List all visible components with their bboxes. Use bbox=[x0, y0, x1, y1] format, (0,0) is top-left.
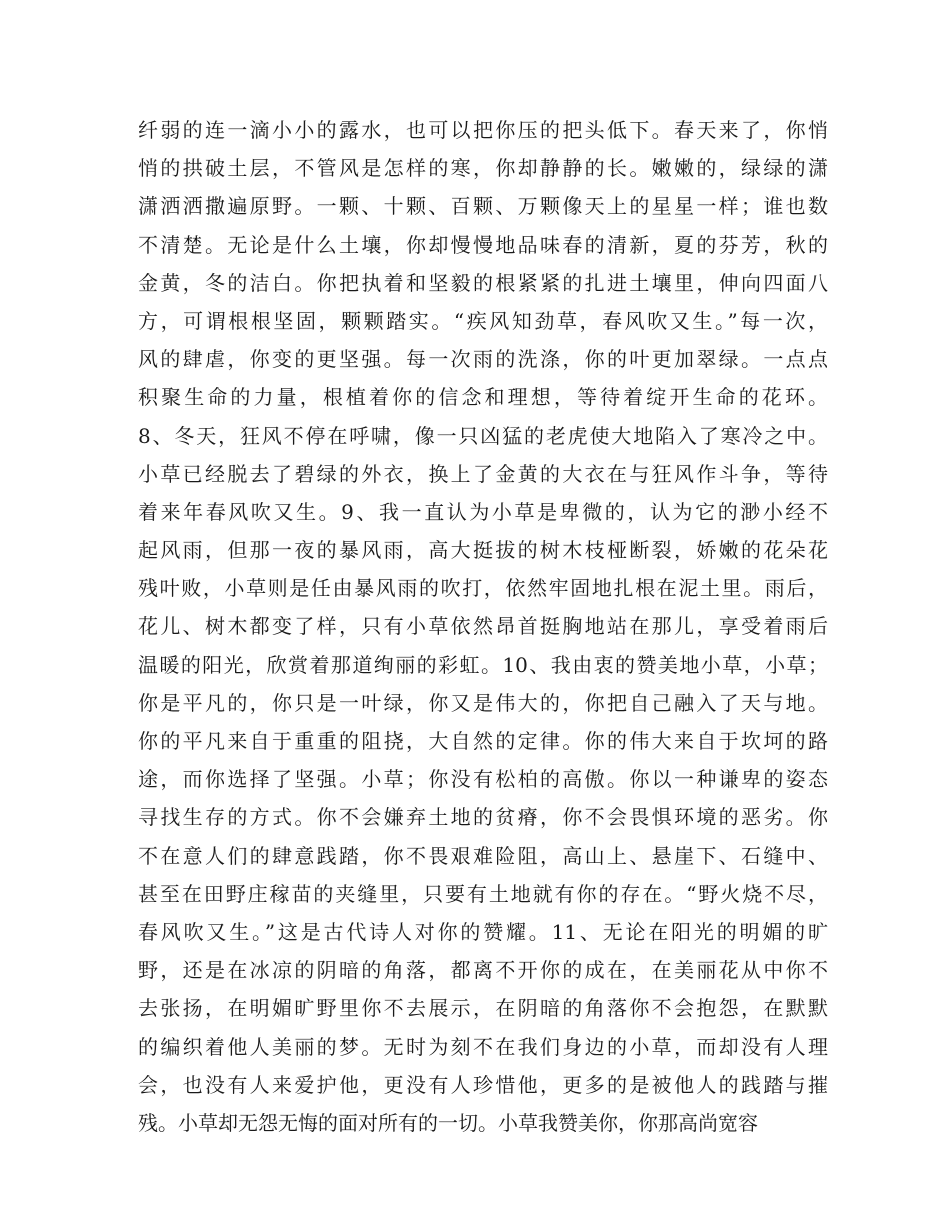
text-line: 春风吹又生。”这是古代诗人对你的赞耀。11、无论在阳光的明媚的旷 bbox=[138, 919, 828, 944]
text-line: 残。小草却无怨无悔的面对所有的一切。小草我赞美你，你那高尚宽容 bbox=[138, 1110, 758, 1135]
text-line: 不清楚。无论是什么土壤，你却慢慢地品味春的清新，夏的芬芳，秋的 bbox=[138, 232, 828, 257]
text-line: 温暖的阳光，欣赏着那道绚丽的彩虹。10、我由衷的赞美地小草，小草； bbox=[138, 652, 828, 677]
text-line: 花儿、树木都变了样，只有小草依然昂首挺胸地站在那儿，享受着雨后 bbox=[138, 614, 828, 639]
text-line: 野，还是在冰凉的阴暗的角落，都离不开你的成在，在美丽花从中你不 bbox=[138, 958, 828, 983]
text-line: 纤弱的连一滴小小的露水，也可以把你压的把头低下。春天来了，你悄 bbox=[138, 118, 828, 142]
text-line: 去张扬，在明媚旷野里你不去展示，在阴暗的角落你不会抱怨，在默默 bbox=[138, 996, 828, 1021]
text-line: 的编织着他人美丽的梦。无时为刻不在我们身边的小草，而却没有人理 bbox=[138, 1034, 828, 1059]
text-line: 小草已经脱去了碧绿的外衣，换上了金黄的大衣在与狂风作斗争，等待 bbox=[138, 461, 828, 486]
text-line: 方，可谓根根坚固，颗颗踏实。“疾风知劲草，春风吹又生。”每一次， bbox=[138, 308, 828, 333]
text-line: 金黄，冬的洁白。你把执着和坚毅的根紧紧的扎进土壤里，伸向四面八 bbox=[138, 270, 828, 295]
body-text bbox=[138, 111, 828, 1142]
text-line: 残叶败，小草则是任由暴风雨的吹打，依然牢固地扎根在泥土里。雨后， bbox=[138, 576, 828, 601]
text-line: 途，而你选择了坚强。小草；你没有松柏的高傲。你以一种谦卑的姿态 bbox=[138, 767, 828, 792]
text-line: 甚至在田野庄稼苗的夹缝里，只要有土地就有你的存在。“野火烧不尽， bbox=[138, 881, 828, 906]
text-line: 起风雨，但那一夜的暴风雨，高大挺拔的树木枝桠断裂，娇嫩的花朵花 bbox=[138, 538, 828, 563]
text-line: 8、冬天，狂风不停在呼啸，像一只凶猛的老虎使大地陷入了寒冷之中。 bbox=[138, 423, 828, 448]
text-line: 寻找生存的方式。你不会嫌弃土地的贫瘠，你不会畏惧环境的恶劣。你 bbox=[138, 805, 828, 830]
text-line: 你的平凡来自于重重的阻挠，大自然的定律。你的伟大来自于坎坷的路 bbox=[138, 729, 828, 753]
text-line: 风的肆虐，你变的更坚强。每一次雨的洗涤，你的叶更加翠绿。一点点 bbox=[138, 347, 828, 372]
text-line: 积聚生命的力量，根植着你的信念和理想，等待着绽开生命的花环。 bbox=[138, 385, 828, 410]
text-line: 会，也没有人来爱护他，更没有人珍惜他，更多的是被他人的践踏与摧 bbox=[138, 1072, 828, 1097]
text-line: 着来年春风吹又生。9、我一直认为小草是卑微的，认为它的渺小经不 bbox=[138, 499, 828, 524]
text-line: 悄的拱破土层，不管风是怎样的寒，你却静静的长。嫩嫩的，绿绿的潇 bbox=[138, 156, 828, 181]
text-line: 潇洒洒撒遍原野。一颗、十颗、百颗、万颗像天上的星星一样；谁也数 bbox=[138, 194, 828, 219]
text-line: 不在意人们的肆意践踏，你不畏艰难险阻，高山上、悬崖下、石缝中、 bbox=[138, 843, 828, 868]
text-line: 你是平凡的，你只是一叶绿，你又是伟大的，你把自己融入了天与地。 bbox=[138, 690, 828, 715]
